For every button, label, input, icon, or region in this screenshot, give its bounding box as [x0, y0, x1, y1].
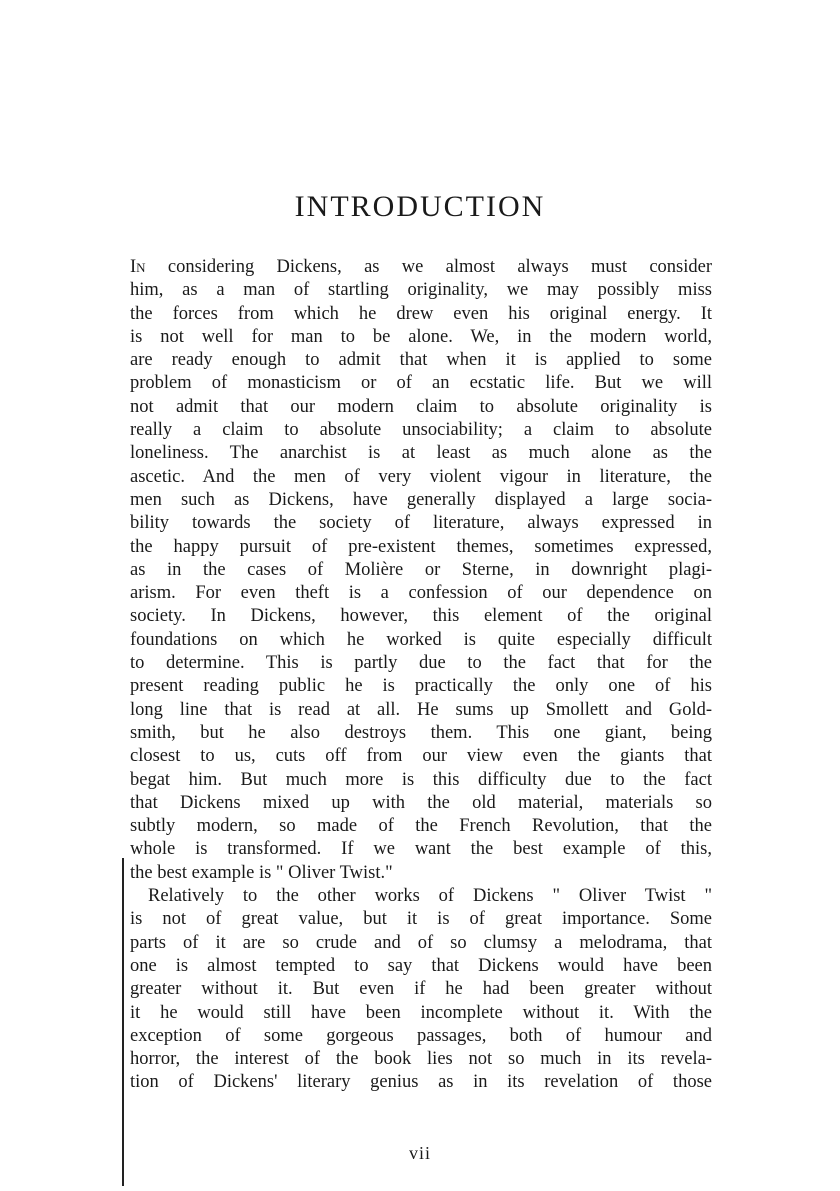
body-text: [130, 256, 712, 1095]
text-line: exception of some gorgeous passages, both of humour and: [130, 1025, 712, 1046]
text-line: to determine. This is partly due to the fact that for the: [130, 653, 712, 674]
text-line: as in the cases of Molière or Sterne, in downright plagi-: [130, 559, 712, 580]
text-line: present reading public he is practically the only one of his: [130, 676, 712, 697]
page-number: vii: [408, 1143, 431, 1163]
text-line: Relatively to the other works of Dickens " Oliver Twist ": [148, 886, 712, 907]
paragraph-2: [130, 885, 712, 1095]
text-line: smith, but he also destroys them. This one giant, being: [130, 722, 712, 743]
text-line: is not of great value, but it is of great importance. Some: [130, 909, 712, 930]
text-line: begat him. But much more is this difficulty due to the fact: [130, 769, 712, 790]
text-line: one is almost tempted to say that Dickens would have been: [130, 955, 712, 976]
text-line: the forces from which he drew even his original energy. It: [130, 303, 712, 324]
text-line: parts of it are so crude and of so clumsy a melodrama, that: [130, 932, 712, 953]
chapter-title: INTRODUCTION: [294, 190, 546, 223]
text-line: are ready enough to admit that when it is applied to some: [130, 350, 712, 371]
text-line: foundations on which he worked is quite especially difficult: [130, 629, 712, 650]
text-line: problem of monasticism or of an ecstatic life. But we will: [130, 373, 712, 394]
text-line: In considering Dickens, as we almost always must consider: [130, 257, 712, 277]
text-line: long line that is read at all. He sums up Smollett and Gold-: [130, 699, 712, 720]
text-line: subtly modern, so made of the French Revolution, that the: [130, 816, 712, 837]
text-line: the best example is " Oliver Twist.": [130, 862, 393, 883]
text-line: the happy pursuit of pre-existent themes, sometimes expressed,: [130, 536, 712, 557]
text-line: men such as Dickens, have generally displayed a large socia-: [130, 489, 712, 510]
text-line: tion of Dickens' literary genius as in its revelation of those: [130, 1072, 712, 1093]
text-line: closest to us, cuts off from our view even the giants that: [130, 746, 712, 767]
text-line: loneliness. The anarchist is at least as much alone as the: [130, 443, 712, 464]
scan-margin-line: [122, 858, 124, 1186]
text-line: ascetic. And the men of very violent vigour in literature, the: [130, 466, 712, 487]
text-line: that Dickens mixed up with the old material, materials so: [130, 792, 712, 813]
text-line: bility towards the society of literature, always expressed in: [130, 513, 712, 534]
text-line: greater without it. But even if he had been greater without: [130, 979, 712, 1000]
text-line: him, as a man of startling originality, we may possibly miss: [130, 280, 712, 301]
text-line: really a claim to absolute unsociability; a claim to absolute: [130, 420, 712, 441]
text-line: whole is transformed. If we want the best example of this,: [130, 839, 712, 860]
text-line: it he would still have been incomplete without it. With the: [130, 1002, 712, 1023]
opening-word: In: [130, 257, 146, 277]
text-line: is not well for man to be alone. We, in the modern world,: [130, 326, 712, 347]
text-line: horror, the interest of the book lies not so much in its revela-: [130, 1049, 712, 1070]
text-line: not admit that our modern claim to absolute originality is: [130, 396, 712, 417]
text-line: arism. For even theft is a confession of our dependence on: [130, 583, 712, 604]
text-line: society. In Dickens, however, this element of the original: [130, 606, 712, 627]
paragraph-1: [130, 256, 712, 885]
